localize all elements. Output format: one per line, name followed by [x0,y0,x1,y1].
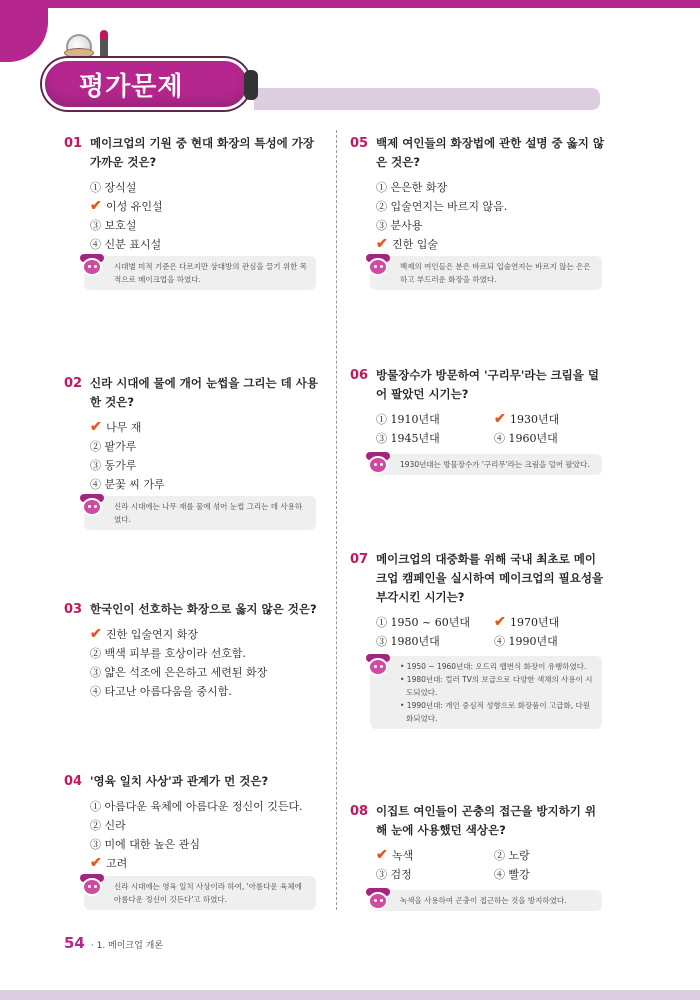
check-icon: ✔ [90,855,102,871]
question-06 [350,366,604,448]
hint-box [370,256,602,290]
option-list [376,178,604,254]
question-text: 메이크업의 기원 중 현대 화장의 특성에 가장 가까운 것은? [90,136,314,169]
option[interactable]: ② 팥가루 [90,440,137,453]
option[interactable]: ② 노랑 [494,849,530,862]
hint-box [370,890,602,911]
question-text: 한국인이 선호하는 화장으로 옳지 않은 것은? [90,602,317,616]
option[interactable]: ② 백색 피부를 호상이라 선호함. [90,647,246,660]
question-number: 06 [350,368,369,383]
hint-character-icon [364,652,392,678]
option[interactable]: ② 입술연지는 바르지 않음. [376,200,508,213]
check-icon: ✔ [90,198,102,214]
hint-list [400,660,594,725]
question-08 [350,802,604,884]
option[interactable]: ④ 분꽃 씨 가루 [90,478,165,491]
hint-character-icon [364,886,392,912]
question-number: 02 [64,376,83,391]
question-number: 05 [350,136,369,151]
page-title: 평가문제 [79,71,184,102]
option[interactable]: ① 1910년대 [376,413,440,426]
question-text: 신라 시대에 물에 개어 눈썹을 그리는 데 사용한 것은? [90,376,318,409]
question-07 [350,550,604,651]
hint-box [84,496,316,530]
question-number: 07 [350,552,369,567]
compact-powder-icon [64,48,94,58]
hint-box [370,656,602,729]
lipstick-icon [100,30,108,58]
corner-decoration [0,0,48,62]
option[interactable]: ③ 1945년대 [376,432,440,445]
hint-box [84,876,316,910]
option[interactable]: ① 은은한 화장 [376,181,448,194]
hint-list-item: • 1980년대: 컬러 TV의 보급으로 다양한 색채의 사용이 시도되었다. [400,675,593,697]
question-number: 01 [64,136,83,151]
option-list [90,418,322,494]
option[interactable]: ④ 빨강 [494,868,530,881]
check-icon: ✔ [90,626,102,642]
hint-character-icon [78,872,106,898]
option[interactable]: ③ 보호설 [90,219,137,232]
page-footer [64,934,163,952]
option[interactable]: ② 신라 [90,819,126,832]
option-list [376,410,604,448]
hint-box [370,454,602,475]
check-icon: ✔ [90,419,102,435]
option-list [90,797,326,873]
option-correct[interactable]: ✔ 진한 입술 [376,236,439,252]
hint-text: 1930년대는 방물장수가 '구리무'라는 크림을 덜어 팔았다. [400,460,590,469]
question-05 [350,134,604,254]
option-list [90,178,322,254]
check-icon: ✔ [376,236,388,252]
option[interactable]: ① 장식설 [90,181,137,194]
question-text: 이집트 여인들이 곤충의 접근을 방지하기 위해 눈에 사용했던 색상은? [376,804,596,837]
question-04 [64,772,326,873]
hint-list-item: • 1990년대: 개인 중심적 성향으로 화장품이 고급화, 다원화되었다. [400,701,591,723]
section-title-banner [42,58,250,110]
option[interactable]: ③ 분사용 [376,219,423,232]
question-03 [64,600,322,701]
hint-text: 신라 시대에는 나무 재를 물에 섞어 눈썹 그리는 데 사용하였다. [114,502,303,524]
question-number: 04 [64,774,83,789]
check-icon: ✔ [494,614,506,630]
option-correct[interactable]: ✔ 1970년대 [494,614,560,630]
option-correct[interactable]: ✔ 진한 입술연지 화장 [90,626,199,642]
option[interactable]: ① 1950 ~ 60년대 [376,616,470,629]
top-decoration-bar [0,0,700,8]
hint-text: 백제의 여인들은 분은 바르되 입술연지는 바르지 않는 은은하고 부드러운 화장을 하였다. [400,262,591,284]
option[interactable]: ③ 동가루 [90,459,137,472]
hint-character-icon [78,492,106,518]
question-text: 방물장수가 방문하여 '구리무'라는 크림을 덜어 팔았던 시기는? [376,368,600,401]
option-correct[interactable]: ✔ 녹색 [376,847,414,863]
title-banner-cap [244,70,258,100]
question-number: 08 [350,804,369,819]
header-band [254,88,600,110]
check-icon: ✔ [494,411,506,427]
option-correct[interactable]: ✔ 1930년대 [494,411,560,427]
question-number: 03 [64,602,83,617]
question-text: 메이크업의 대중화를 위해 국내 최초로 메이크업 캠페인을 실시하여 메이크업의 필요성을 부각시킨 시기는? [376,552,604,604]
hint-box [84,256,316,290]
option[interactable]: ① 아름다운 육체에 아름다운 정신이 깃든다. [90,800,303,813]
option-list [376,613,604,651]
question-01 [64,134,322,254]
hint-list-item: • 1950 ~ 1960년대: 오드리 햅번식 화장이 유행하였다. [400,662,587,671]
option[interactable]: ③ 얇은 석조에 은은하고 세련된 화장 [90,666,268,679]
page-number: 54 [64,934,85,952]
bottom-decoration-bar [0,990,700,1000]
hint-text: 녹색을 사용하여 곤충이 접근하는 것을 방지하였다. [400,896,567,905]
question-text: 백제 여인들의 화장법에 관한 설명 중 옳지 않은 것은? [376,136,604,169]
hint-character-icon [364,252,392,278]
chapter-title: · 1. 메이크업 개론 [90,941,164,951]
check-icon: ✔ [376,847,388,863]
option[interactable]: ④ 타고난 아름다움을 중시함. [90,685,232,698]
option-list [90,625,322,701]
hint-text: 시대별 미적 기준은 다르지만 상대방의 관심을 끌기 위한 목적으로 메이크업을 하였다. [114,262,307,284]
option[interactable]: ④ 신분 표시설 [90,238,162,251]
column-divider [336,130,337,910]
option[interactable]: ③ 미에 대한 높은 관심 [90,838,200,851]
option[interactable]: ④ 1990년대 [494,635,558,648]
option-correct[interactable]: ✔ 고려 [90,855,128,871]
option[interactable]: ④ 1960년대 [494,432,558,445]
option-correct[interactable]: ✔ 나무 재 [90,419,142,435]
option[interactable]: ③ 1980년대 [376,635,440,648]
option-list [376,846,604,884]
option[interactable]: ③ 검정 [376,868,412,881]
hint-character-icon [78,252,106,278]
question-text: '영육 일치 사상'과 관계가 먼 것은? [90,774,269,788]
option-correct[interactable]: ✔ 이성 유인설 [90,198,163,214]
hint-text: 신라 시대에는 영육 일치 사상이라 하여, '아름다운 육체에 아름다운 정신이 깃든다'고 하였다. [114,882,302,904]
question-02 [64,374,322,494]
hint-character-icon [364,450,392,476]
